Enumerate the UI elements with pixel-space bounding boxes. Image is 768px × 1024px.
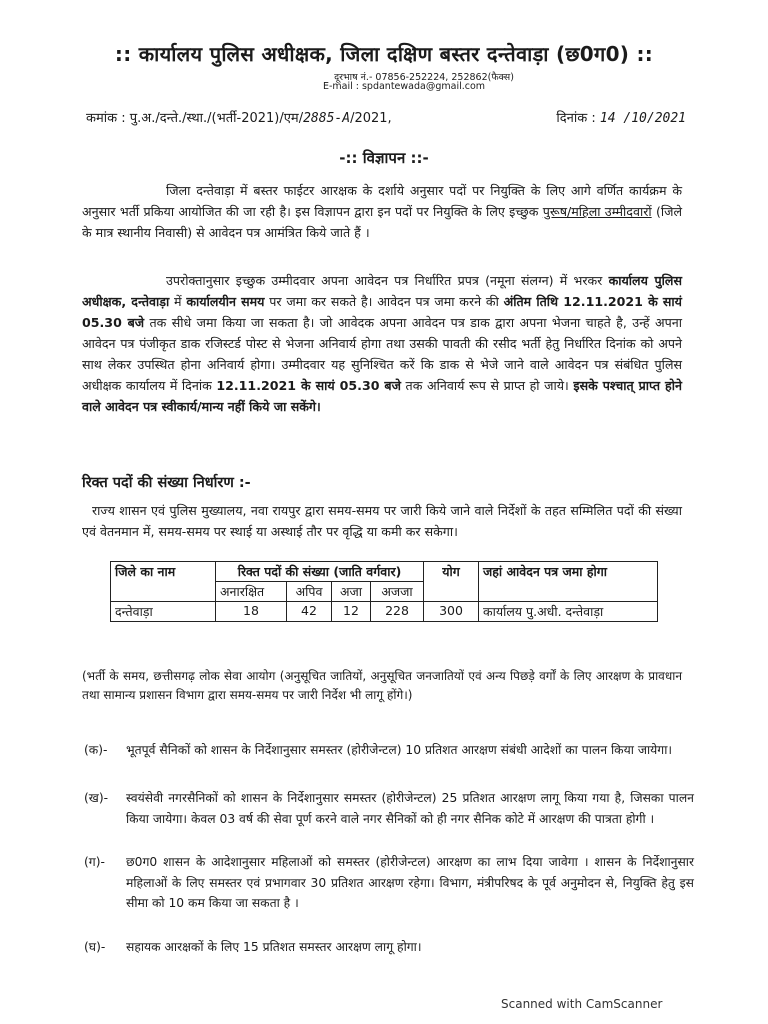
paragraph-invitation [82,180,682,243]
bold-text: 12.11.2021 के सायं 05.30 बजे [216,378,401,393]
clause-label: (घ)- [84,940,106,954]
cell-total: 300 [424,602,479,622]
office-title: :: कार्यालय पुलिस अधीक्षक, जिला दक्षिण बस्तर दन्तेवाड़ा (छ0ग0) :: [114,42,654,66]
clause-label: (ग)- [84,855,105,869]
clause-text: छ0ग0 शासन के आदेशानुसार महिलाओं को समस्तर (होरीजेन्टल) आरक्षण का लाभ दिया जावेगा । शासन के निर्देशानुसार महिलाओं के लिए समस्तर एवं प्रभागवार 30 प्रतिशत आरक्षण रहेगा। विभाग, मंत्रीपरिषद के पूर्व अनुमोदन से, नियुक्ति हेतु इस सीमा को 10 कम किया जा सकता है । [126,855,694,910]
table-row [111,602,658,622]
paragraph-text: तक सीधे जमा किया जा सकता है। जो आवेदक अपना आवेदन पत्र डाक द्वारा अपना भेजना चाहते है, उन्हें अपना आवेदन पत्र पंजीकृत डाक रजिस्टर्ड पोस्ट से भेजना अनिवार्य होगा तथा उसकी पावती की रसीद भर्ती हेतु निर्धारित दिनांक को अपने साथ लेकर उपस्थित होना अनिवार्य होगा। उम्मीदवार यह सुनिश्चित करें कि डाक से भेजे जाने वाले आवेदन पत्र संबंधित पुलिस अधीक्षक कार्यालय में दिनांक [82,315,682,393]
reference-prefix: कमांक : पु.अ./दन्ते./स्था./(भर्ती-2021)/एम/ [86,111,304,126]
subheader-obc: अपिव [287,582,332,602]
clause-label: (क)- [84,743,108,757]
paragraph-text: पर जमा कर सकते है। आवेदन पत्र जमा करने की [264,294,504,309]
reference-line [86,108,686,126]
section-heading: रिक्त पदों की संख्या निर्धारण :- [82,475,251,491]
paragraph-rules [82,500,682,542]
header-total: योग [424,562,479,602]
bold-text: कार्यालयीन समय [186,294,265,309]
paragraph-text: (जिले के मात्र स्थानीय निवासी) से आवेदन पत्र आमंत्रित किये जाते हैं । [82,204,683,240]
notice-heading: -:: विज्ञापन ::- [339,149,429,167]
header-vacancies: रिक्त पदों की संख्या (जाति वर्गवार) [216,562,424,582]
cell-submit-at: कार्यालय पु.अधी. दन्तेवाड़ा [479,602,658,622]
cell-obc: 42 [287,602,332,622]
paragraph-text: राज्य शासन एवं पुलिस मुख्यालय, नवा रायपुर द्वारा समय-समय पर जारी किये जाने वाले निर्देशों के तहत सम्मिलित पदों की संख्या एवं वेतनमान में, समय-समय पर स्थाई या अस्थाई तौर पर वृद्धि या कमी कर सकेगा। [82,503,682,539]
cell-st: 228 [371,602,424,622]
clause-gha [84,937,694,958]
paragraph-text: तक अनिवार्य रूप से प्राप्त हो जाये। [400,378,574,393]
reference-date [556,108,686,126]
clause-label: (ख)- [84,791,109,805]
date-label: दिनांक : [556,111,596,126]
handwritten-number: 2885-A [303,111,351,126]
cell-district: दन्तेवाड़ा [111,602,216,622]
paragraph-text: में [169,294,187,309]
subheader-sc: अजा [332,582,371,602]
clause-text: सहायक आरक्षकों के लिए 15 प्रतिशत समस्तर आरक्षण लागू होगा। [126,940,422,954]
bold-text: इसके पश्चात् प्राप्त होने वाले आवेदन पत्र स्वीकार्य/मान्य नहीं किये जा सकेंगे। [82,378,682,414]
bold-text: अंतिम तिथि 12.11.2021 के सायं 05.30 बजे [82,294,682,330]
header-district: जिले का नाम [111,562,216,602]
clause-text: स्वयंसेवी नगरसैनिकों को शासन के निर्देशानुसार समस्तर (होरीजेन्टल) 25 प्रतिशत आरक्षण लागू किया गया है, जिसका पालन किया जायेगा। केवल 03 वर्ष की सेवा पूर्ण करने वाले नगर सैनिकों को ही नगर सैनिक कोटे में आरक्षण की पात्रता होगी । [126,791,694,826]
office-phone: दूरभाष नं.- 07856-252224, 252862(फैक्स) [334,72,514,83]
scanner-watermark: Scanned with CamScanner [501,997,663,1011]
reference-number [86,108,392,126]
subheader-unreserved: अनारक्षित [216,582,287,602]
clause-ga [84,852,694,914]
reference-year: /2021, [350,111,392,126]
vacancy-table [110,561,658,622]
office-email: E-mail : spdantewada@gmail.com [322,81,486,92]
date-value: 14 /10/2021 [599,111,686,126]
cell-unreserved: 18 [216,602,287,622]
clause-kha [84,788,694,829]
paragraph-reservation-note: (भर्ती के समय, छत्तीसगढ़ लोक सेवा आयोग (अनुसूचित जातियों, अनुसूचित जनजातियों एवं अन्य पिछड़े वर्गों के लिए आरक्षण के प्रावधान तथा सामान्य प्रशासन विभाग द्वारा समय-समय पर जारी निर्देश भी लागू होंगे।) [82,669,682,702]
cell-sc: 12 [332,602,371,622]
paragraph-text: जिला दन्तेवाड़ा में बस्तर फाईटर आरक्षक के दर्शाये अनुसार पदों पर नियुक्ति के लिए आगे वर्णित कार्यक्रम के अनुसार भर्ती प्रकिया आयोजित की जा रही है। इस विज्ञापन द्वारा इन पदों पर नियुक्ति के लिए इच्छुक [82,183,682,219]
paragraph-application [82,270,682,417]
header-submit-at: जहां आवेदन पत्र जमा होगा [479,562,658,602]
clause-text: भूतपूर्व सैनिकों को शासन के निर्देशानुसार समस्तर (होरीजेन्टल) 10 प्रतिशत आरक्षण संबंधी आदेशों का पालन किया जायेगा। [126,743,673,757]
table-header-row [111,562,658,582]
underlined-text: पुरूष/महिला उम्मीदवारों [542,204,652,219]
clause-ka [84,740,694,761]
subheader-st: अजजा [371,582,424,602]
paragraph-text: उपरोक्तानुसार इच्छुक उम्मीदवार अपना आवेदन पत्र निर्धारित प्रपत्र (नमूना संलग्न) में भरकर [166,273,609,288]
bold-text: कार्यालय पुलिस अधीक्षक, दन्तेवाड़ा [82,273,682,309]
